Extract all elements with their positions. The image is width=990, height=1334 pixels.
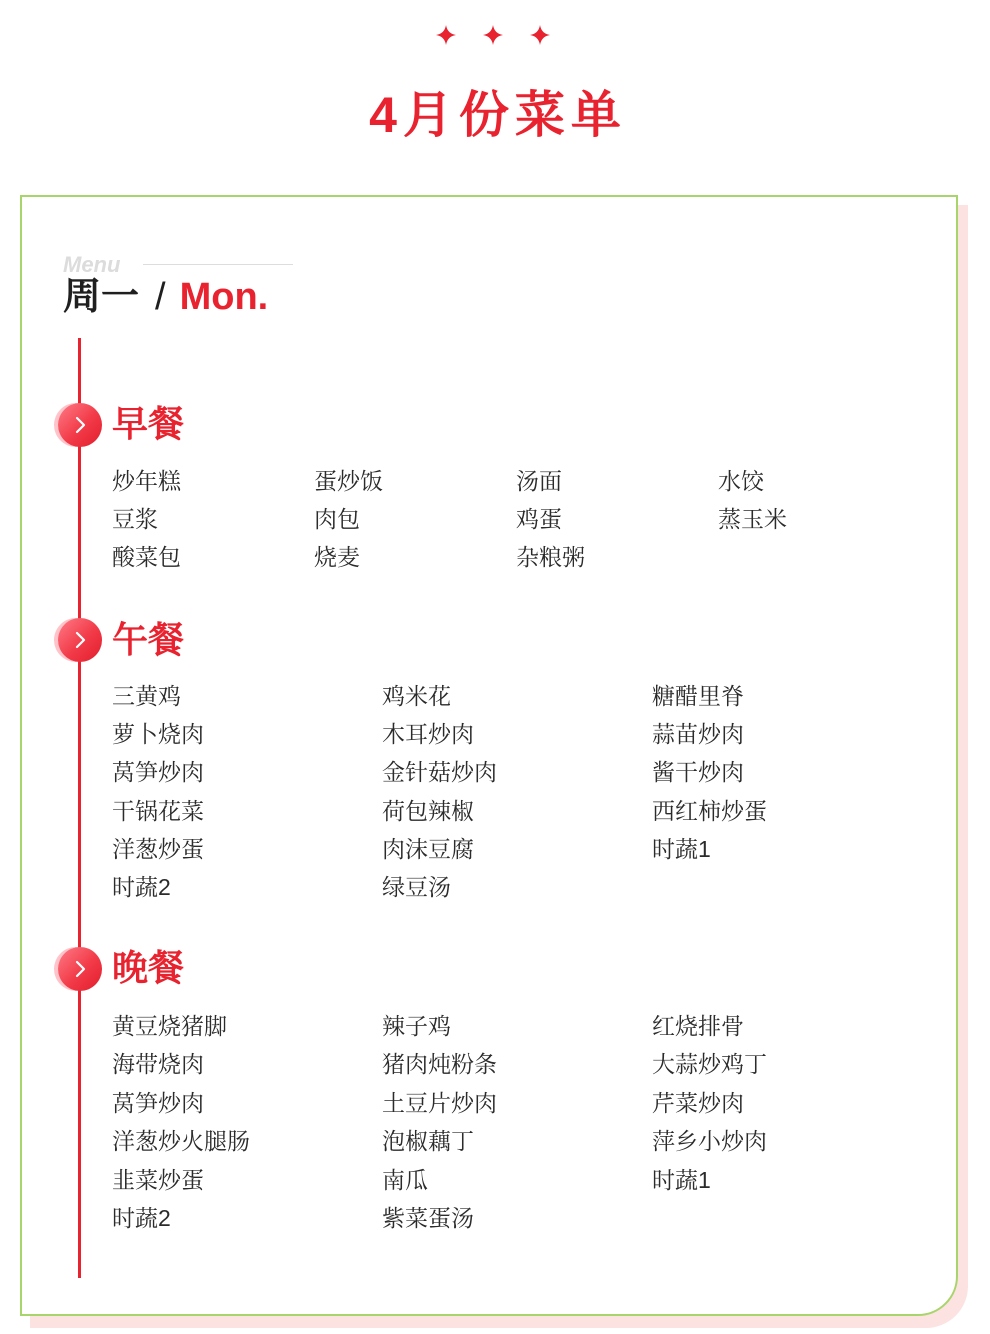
menu-item-lunch: 洋葱炒蛋	[112, 835, 204, 862]
menu-item-dinner: 泡椒藕丁	[382, 1128, 474, 1155]
menu-item-lunch: 荷包辣椒	[382, 797, 474, 824]
menu-item-breakfast: 炒年糕	[112, 468, 181, 494]
menu-item-dinner: 萍乡小炒肉	[652, 1128, 767, 1155]
menu-item-dinner: 紫菜蛋汤	[382, 1205, 474, 1231]
menu-item-lunch: 时蔬2	[112, 874, 171, 900]
menu-item-lunch: 莴笋炒肉	[112, 759, 204, 786]
menu-label: Menu	[63, 252, 121, 277]
menu-item-dinner: 土豆片炒肉	[382, 1089, 497, 1116]
menu-item-breakfast: 杂粮粥	[516, 544, 585, 570]
menu-item-dinner: 时蔬2	[112, 1205, 171, 1231]
menu-item-lunch: 三黄鸡	[112, 683, 181, 709]
menu-item-lunch: 鸡米花	[382, 683, 451, 709]
menu-item-breakfast: 酸菜包	[112, 544, 181, 570]
section-title-dinner: 晚餐	[112, 947, 185, 988]
menu-item-lunch: 西红柿炒蛋	[652, 797, 767, 824]
menu-item-breakfast: 鸡蛋	[516, 506, 562, 532]
section-marker-lunch	[58, 618, 102, 662]
section-title-lunch: 午餐	[112, 619, 185, 660]
section-title-breakfast: 早餐	[112, 403, 185, 444]
menu-item-dinner: 韭菜炒蛋	[112, 1166, 204, 1193]
menu-item-dinner: 黄豆烧猪脚	[112, 1013, 227, 1039]
menu-item-breakfast: 蒸玉米	[718, 506, 787, 532]
menu-item-dinner: 大蒜炒鸡丁	[652, 1051, 767, 1078]
menu-item-breakfast: 烧麦	[314, 544, 360, 570]
menu-divider	[143, 264, 293, 265]
day-separator: /	[155, 276, 166, 318]
section-marker-dinner	[58, 947, 102, 991]
day-name-cn: 周一	[63, 276, 140, 318]
menu-item-dinner: 猪肉炖粉条	[382, 1051, 497, 1078]
menu-item-lunch: 糖醋里脊	[652, 683, 744, 709]
menu-item-lunch: 木耳炒肉	[382, 721, 474, 748]
menu-item-lunch: 酱干炒肉	[652, 759, 744, 786]
menu-item-dinner: 海带烧肉	[112, 1051, 204, 1078]
menu-item-lunch: 萝卜烧肉	[112, 721, 204, 748]
chevron-right-icon	[67, 627, 93, 653]
menu-item-lunch: 蒜苗炒肉	[652, 721, 744, 748]
timeline-line	[78, 338, 81, 1278]
menu-item-dinner: 洋葱炒火腿肠	[112, 1128, 250, 1155]
sparkle-icon	[436, 25, 456, 45]
day-heading	[63, 274, 268, 320]
menu-item-dinner: 辣子鸡	[382, 1013, 451, 1039]
menu-item-dinner: 时蔬1	[652, 1166, 711, 1193]
menu-item-breakfast: 水饺	[718, 468, 764, 494]
menu-item-lunch: 时蔬1	[652, 835, 711, 862]
section-marker-breakfast	[58, 403, 102, 447]
menu-item-breakfast: 汤面	[516, 468, 562, 494]
menu-item-lunch: 肉沫豆腐	[382, 835, 474, 862]
menu-item-dinner: 南瓜	[382, 1166, 428, 1193]
menu-item-dinner: 芹菜炒肉	[652, 1089, 744, 1116]
menu-item-dinner: 红烧排骨	[652, 1013, 744, 1039]
menu-item-lunch: 绿豆汤	[382, 874, 451, 900]
menu-item-breakfast: 蛋炒饭	[314, 468, 383, 494]
menu-item-breakfast: 肉包	[314, 506, 360, 532]
sparkle-icon	[483, 25, 503, 45]
page-title: 4月份菜单	[369, 87, 627, 143]
chevron-right-icon	[67, 956, 93, 982]
menu-item-breakfast: 豆浆	[112, 506, 158, 532]
menu-item-dinner: 莴笋炒肉	[112, 1089, 204, 1116]
menu-item-lunch: 金针菇炒肉	[382, 759, 497, 786]
day-name-en: Mon.	[179, 276, 269, 318]
menu-item-lunch: 干锅花菜	[112, 797, 204, 824]
sparkle-icon	[530, 25, 550, 45]
chevron-right-icon	[67, 412, 93, 438]
